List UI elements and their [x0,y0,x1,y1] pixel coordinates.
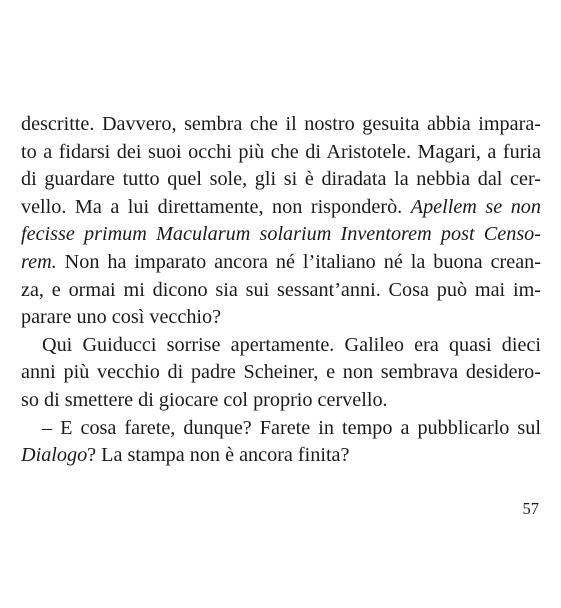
text-segment: za, e ormai mi dicono sia sui sessant’anni. Cosa può mai im- [21,278,541,301]
text-line [21,277,541,305]
text-line [21,221,541,249]
page-number: 57 [522,499,539,518]
text-segment: – E cosa farete, dunque? Farete in tempo a pubblicarlo sul [42,416,541,439]
text-line [21,111,541,139]
italic-text: Dialogo [21,444,88,467]
text-line [21,442,541,470]
paragraph [21,111,541,332]
text-segment: to a fidarsi dei suoi occhi più che di Aristotele. Magari, a furia [21,140,541,163]
text-segment: di guardare tutto quel sole, gli si è diradata la nebbia dal cer- [21,168,541,191]
italic-text: Apellem se non [410,195,541,218]
text-segment: Non ha imparato ancora né l’italiano né la buona crean- [56,250,541,273]
text-segment: ? La stampa non è ancora finita? [87,444,350,467]
text-line [21,139,541,167]
text-segment: Qui Guiducci sorrise apertamente. Galileo era quasi dieci [42,333,541,356]
text-line [21,166,541,194]
body-text [21,111,541,470]
text-line [21,387,541,415]
text-segment: parare uno così vecchio? [21,306,222,329]
text-line [21,359,541,387]
text-segment: anni più vecchio di padre Scheiner, e non sembrava desidero- [21,361,541,384]
italic-text: rem. [21,250,57,273]
paragraph [21,332,541,415]
italic-text: fecisse primum Macularum solarium Inventorem post Censo- [21,223,541,246]
text-line [21,332,541,360]
text-segment: descritte. Davvero, sembra che il nostro gesuita abbia impara- [21,113,541,135]
text-segment: vello. Ma a lui direttamente, non risponderò. [21,195,411,218]
paragraph [21,415,541,470]
text-segment: so di smettere di giocare col proprio cervello. [21,388,388,411]
text-line [21,304,541,332]
text-line [21,415,541,443]
text-line [21,249,541,277]
text-line [21,194,541,222]
